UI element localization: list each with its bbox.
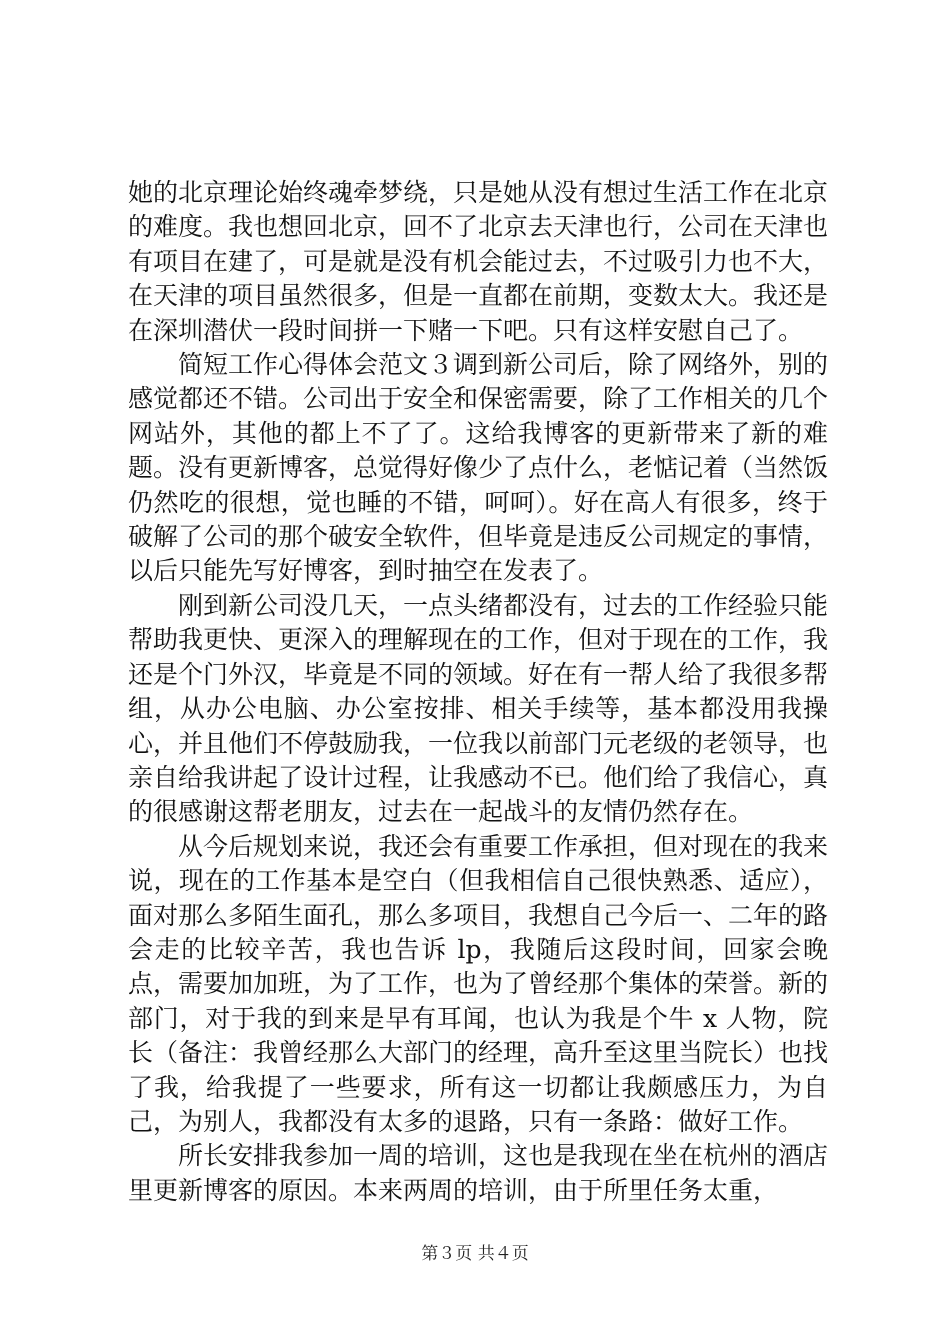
document-body bbox=[128, 176, 828, 1208]
paragraph-2: 简短工作心得体会范文３调到新公司后，除了网络外，别的感觉都还不错。公司出于安全和保密需要，除了工作相关的几个网站外，其他的都上不了了。这给我博客的更新带来了新的难题。没有更新博客，总觉得好像少了点什么，老惦记着（当然饭仍然吃的很想，觉也睡的不错，呵呵）。好在高人有很多，终于破解了公司的那个破安全软件，但毕竟是违反公司规定的事情，以后只能先写好博客，到时抽空在发表了。 bbox=[128, 350, 829, 586]
paragraph-5: 所长安排我参加一周的培训，这也是我现在坐在杭州的酒店里更新博客的原因。本来两周的培训，由于所里任务太重， bbox=[128, 1141, 829, 1205]
paragraph-1: 她的北京理论始终魂牵梦绕，只是她从没有想过生活工作在北京的难度。我也想回北京，回不了北京去天津也行，公司在天津也有项目在建了，可是就是没有机会能过去，不过吸引力也不大，在天津的项目虽然很多，但是一直都在前期，变数太大。我还是在深圳潜伏一段时间拼一下赌一下吧。只有这样安慰自己了。 bbox=[128, 178, 829, 345]
paragraph-3: 刚到新公司没几天，一点头绪都没有，过去的工作经验只能帮助我更快、更深入的理解现在的工作，但对于现在的工作，我还是个门外汉，毕竟是不同的领域。好在有一帮人给了我很多帮组，从办公电脑、办公室按排、相关手续等，基本都没用我操心，并且他们不停鼓励我，一位我以前部门元老级的老领导，也亲自给我讲起了设计过程，让我感动不已。他们给了我信心，真的很感谢这帮老朋友，过去在一起战斗的友情仍然存在。 bbox=[128, 590, 829, 827]
paragraph-4: 从今后规划来说，我还会有重要工作承担，但对现在的我来说，现在的工作基本是空白（但我相信自己很快熟悉、适应），面对那么多陌生面孔，那么多项目，我想自己今后一、二年的路会走的比较辛苦，我也告诉 lp，我随后这段时间，回家会晚点，需要加加班，为了工作，也为了曾经那个集体的荣誉。新的部门，对于我的到来是早有耳闻，也认为我是个牛 x 人物，院长（备注：我曾经那么大部门的经理，高升至这里当院长）也找了我，给我提了一些要求，所有这一切都让我颇感压力，为自己，为别人，我都没有太多的退路，只有一条路：做好工作。 bbox=[128, 831, 829, 1136]
page-number-footer: 第３页 共４页 bbox=[421, 1244, 529, 1264]
